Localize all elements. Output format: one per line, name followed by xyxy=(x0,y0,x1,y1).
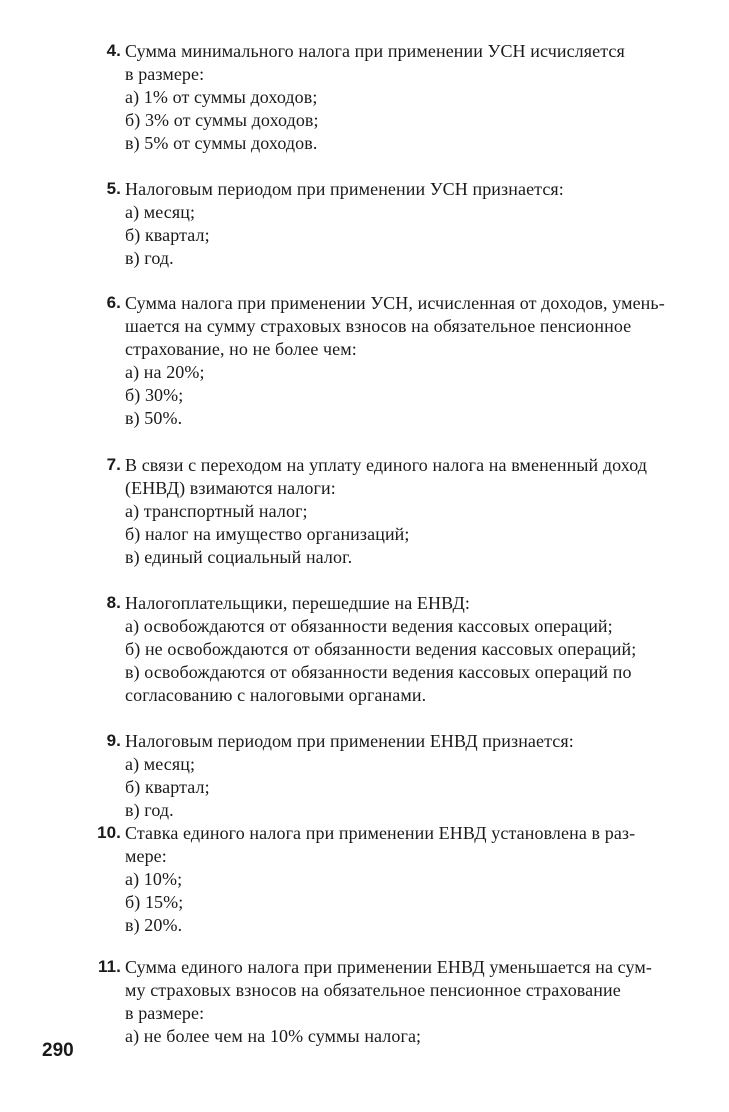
question-stem-line: Налоговым периодом при применении ЕНВД признается: xyxy=(125,731,574,751)
answer-option: в) единый социальный налог. xyxy=(125,547,353,567)
question-number: 10. xyxy=(97,823,121,842)
answer-option: б) квартал; xyxy=(125,225,210,245)
question-stem-line: в размере: xyxy=(125,64,205,84)
question-stem-line: Ставка единого налога при применении ЕНВД установлена в раз- xyxy=(125,823,636,843)
question-stem-line: в размере: xyxy=(125,1003,205,1023)
answer-option: б) не освобождаются от обязанности ведения кассовых операций; xyxy=(125,639,637,659)
question-number: 5. xyxy=(106,179,121,198)
answer-option: в) 20%. xyxy=(125,915,183,935)
answer-option: б) 15%; xyxy=(125,892,184,912)
question-stem-line: страхование, но не более чем: xyxy=(125,339,357,359)
question-stem-line: Налогоплательщики, перешедшие на ЕНВД: xyxy=(125,593,470,613)
answer-option: в) освобождаются от обязанности ведения кассовых операций по xyxy=(125,662,632,682)
answer-option: согласованию с налоговыми органами. xyxy=(125,685,427,705)
question-number: 11. xyxy=(98,957,121,976)
question-stem-line: Сумма налога при применении УСН, исчисленная от доходов, умень- xyxy=(125,293,665,313)
question-number: 9. xyxy=(106,731,121,750)
answer-option: а) месяц; xyxy=(125,202,196,222)
answer-option: б) 3% от суммы доходов; xyxy=(125,110,319,130)
question-number: 8. xyxy=(106,593,121,612)
answer-option: а) освобождаются от обязанности ведения кассовых операций; xyxy=(125,616,613,636)
answer-option: а) месяц; xyxy=(125,754,196,774)
question-number: 6. xyxy=(106,293,121,312)
answer-option: б) налог на имущество организаций; xyxy=(125,524,410,544)
answer-option: в) год. xyxy=(125,800,174,820)
question-stem-line: мере: xyxy=(125,846,167,866)
answer-option: б) квартал; xyxy=(125,777,210,797)
answer-option: а) 1% от суммы доходов; xyxy=(125,87,318,107)
question-stem-line: (ЕНВД) взимаются налоги: xyxy=(125,478,336,498)
question-stem-line: му страховых взносов на обязательное пенсионное страхование xyxy=(125,980,621,1000)
answer-option: а) транспортный налог; xyxy=(125,501,308,521)
answer-option: а) на 20%; xyxy=(125,362,205,382)
answer-option: б) 30%; xyxy=(125,385,184,405)
answer-option: в) 50%. xyxy=(125,408,183,428)
question-number: 7. xyxy=(106,455,121,474)
answer-option: в) 5% от суммы доходов. xyxy=(125,133,318,153)
question-stem-line: В связи с переходом на уплату единого налога на вмененный доход xyxy=(125,455,648,475)
question-stem-line: Сумма минимального налога при применении УСН исчисляется xyxy=(125,41,625,61)
question-stem-line: шается на сумму страховых взносов на обязательное пенсионное xyxy=(125,316,632,336)
question-stem-line: Налоговым периодом при применении УСН признается: xyxy=(125,179,564,199)
answer-option: в) год. xyxy=(125,248,174,268)
question-stem-line: Сумма единого налога при применении ЕНВД уменьшается на сум- xyxy=(125,957,652,977)
page-number: 290 xyxy=(42,1040,74,1061)
question-number: 4. xyxy=(106,41,121,60)
answer-option: а) 10%; xyxy=(125,869,183,889)
answer-option: а) не более чем на 10% суммы налога; xyxy=(125,1026,422,1046)
